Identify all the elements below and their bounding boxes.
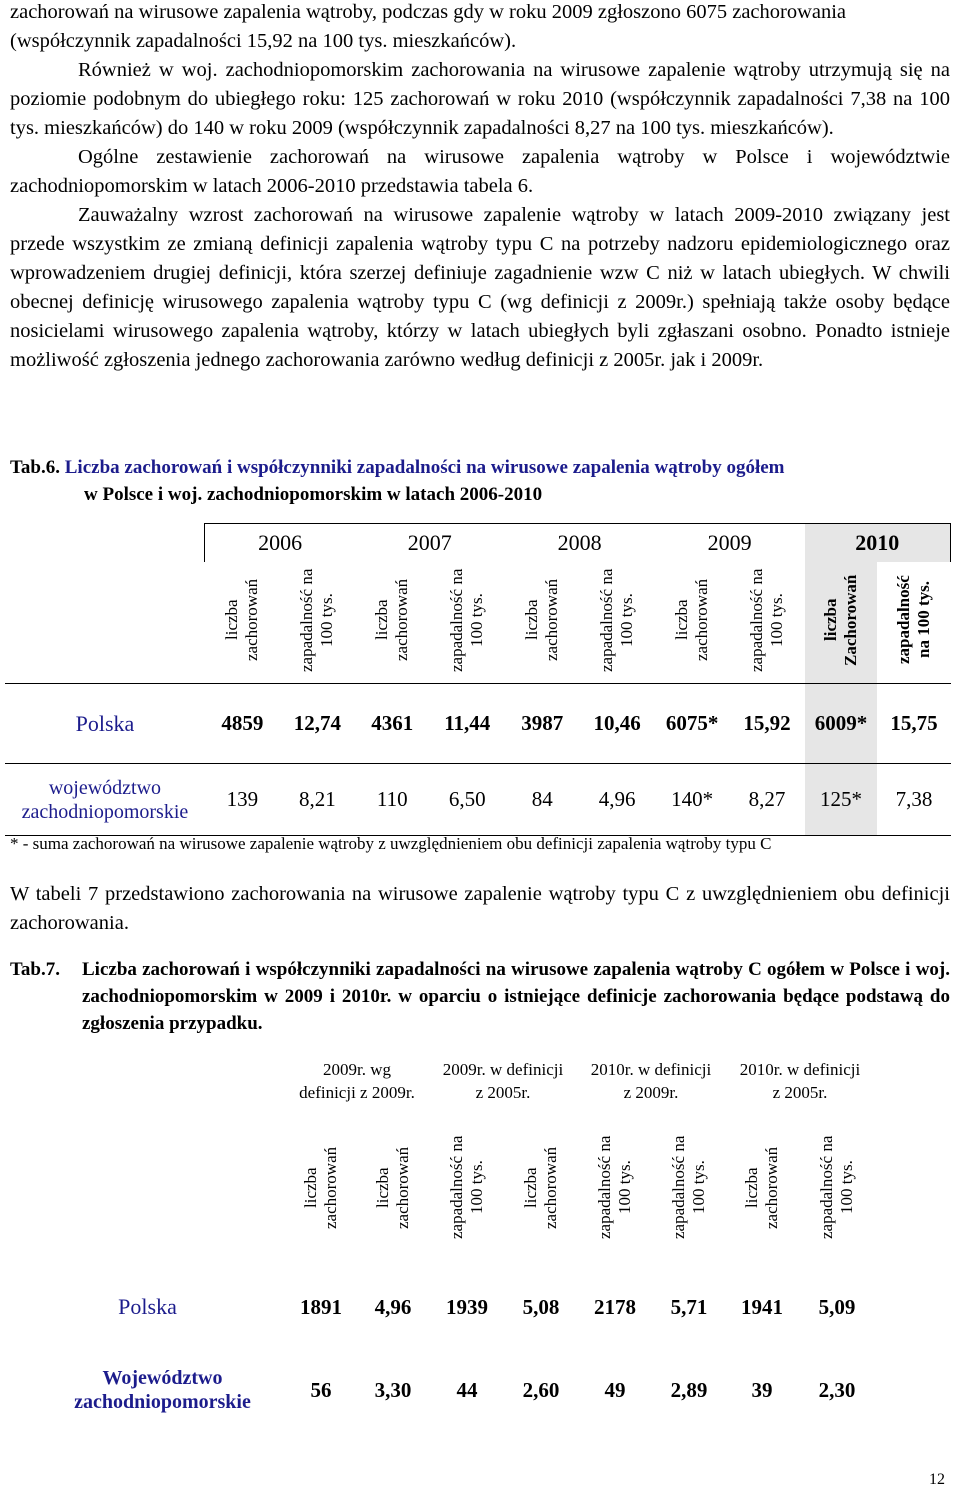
table7-cell: 5,09 <box>818 1294 856 1319</box>
table7-caption-num: Tab.7. <box>10 959 60 980</box>
table6-cell: 15,92 <box>743 711 791 735</box>
table7-subheader: zapadalność na 100 tys. <box>669 1135 708 1239</box>
table7-cell: 5,08 <box>522 1294 560 1319</box>
paragraph-t7: W tabeli 7 przedstawiono zachorowania na wirusowe zapalenie wątroby typu C z uwzględnieniem obu definicji zachorowania. <box>10 883 950 934</box>
table6-cell: 6,50 <box>430 764 505 836</box>
table6-caption-line2: w Polsce i woj. zachodniopomorskim w latach 2006-2010 <box>84 484 543 505</box>
table6-cell: 11,44 <box>444 711 491 735</box>
paragraph-2: Również w woj. zachodniopomorskim zachorowania na wirusowe zapalenie wątroby utrzymują się na poziomie podobnym do ubiegłego roku: 125 zachorowań w roku 2010 (współczynnik zapadalności 7,38 na 100 tys. mieszkańców) do 140 w roku 2009 (współczynnik zapadalności 8,27 na 100 tys. mieszkańców). <box>10 59 950 139</box>
table6-cell: 7,38 <box>877 764 950 836</box>
body-text-t7 <box>10 880 950 938</box>
table7-cell: 1891 <box>300 1294 342 1319</box>
table7-cell: 2,89 <box>670 1377 708 1402</box>
table6-cell: 3987 <box>521 711 564 735</box>
table6-footnote: * - suma zachorowań na wirusowe zapalenie wątroby z uwzględnieniem obu definicji zapalenia wątroby typu C <box>10 834 772 853</box>
table6-subheader: liczba zachorowań <box>222 578 262 661</box>
table6-caption-line1: Liczba zachorowań i współczynniki zapadalności na wirusowe zapalenia wątroby ogółem <box>64 457 785 478</box>
table6-subheader: zapadalność na 100 tys. <box>297 568 337 672</box>
table7-subheader: zapadalność na 100 tys. <box>817 1135 856 1239</box>
table6-cell: 4859 <box>221 711 264 735</box>
table7-caption-text: Liczba zachorowań i współczynniki zapadalności na wirusowe zapalenia wątroby C ogółem w Polsce i woj. zachodniopomorskim w 2009 i 2010r. w oparciu o istniejące definicje zachorowania będące podstawą do zgłoszenia przypadku. <box>82 959 950 1034</box>
table6 <box>5 523 951 836</box>
table-row <box>10 1352 875 1428</box>
table7-subheader: liczba zachorowań <box>521 1145 560 1229</box>
table7-row-label: Województwo zachodniopomorskie <box>74 1367 251 1413</box>
table6-subheader: zapadalność na 100 tys. <box>447 568 487 672</box>
table6-cell: 15,75 <box>890 711 938 735</box>
table6-cell: 8,27 <box>730 764 805 836</box>
table7-row-label: Polska <box>118 1294 177 1319</box>
paragraph-3: Ogólne zestawienie zachorowań na wirusowe zapalenia wątroby w Polsce i województwie zachodniopomorskim w latach 2006-2010 przedstawia tabela 6. <box>10 146 950 197</box>
table6-row-label: województwo zachodniopomorskie <box>5 764 205 836</box>
table6-cell: 110 <box>355 764 430 836</box>
table6-cell: 12,74 <box>293 711 341 735</box>
table6-cell: 139 <box>205 764 280 836</box>
table7 <box>10 1045 875 1428</box>
table7-cell: 2,30 <box>818 1377 856 1402</box>
table6-row-label: Polska <box>75 710 135 736</box>
table-row <box>10 1262 875 1352</box>
table7-group: 2010r. w definicji z 2005r. <box>739 1060 861 1102</box>
table6-cell: 4361 <box>371 711 414 735</box>
table7-cell: 44 <box>456 1377 478 1402</box>
table7-cell: 1939 <box>446 1294 488 1319</box>
table-row <box>5 684 951 764</box>
table7-cell: 3,30 <box>374 1377 412 1402</box>
table6-cell: 125* <box>805 764 878 836</box>
table6-year: 2006 <box>205 524 355 562</box>
table6-year: 2008 <box>505 524 655 562</box>
paragraph-4: Zauważalny wzrost zachorowań na wirusowe zapalenie wątroby w latach 2009-2010 związany jest przede wszystkim ze zmianą definicji zapalenia wątroby typu C na potrzeby nadzoru epidemiologicznego oraz wprowadzeniem drugiej definicji, która szerzej definiuje zagadnienie wzw C niż w latach ubiegłych. W chwili obecnej definicję wirusowego zapalenia wątroby typu C (wg definicji z 2009r.) spełniają także osoby będące nosicielami wirusowego zapalenia wątroby, którzy w latach ubiegłych byli zgłaszani osobno. Ponadto istnieje możliwość zgłoszenia jednego zachorowania zarówno według definicji z 2005r. jak i 2009r. <box>10 204 950 371</box>
table6-subheader: liczba Zachorowań <box>820 574 860 666</box>
table7-subheader: liczba zachorowań <box>373 1145 412 1229</box>
table7-cell: 1941 <box>741 1294 783 1319</box>
table6-cell: 140* <box>655 764 730 836</box>
table7-cell: 5,71 <box>670 1294 708 1319</box>
table6-subheader: zapadalność na 100 tys. <box>893 575 933 665</box>
table7-cell: 49 <box>604 1377 626 1402</box>
table7-group: 2010r. w definicji z 2009r. <box>590 1060 712 1102</box>
table7-caption <box>10 956 950 1037</box>
table6-subheader: zapadalność na 100 tys. <box>747 568 787 672</box>
table6-cell: 84 <box>505 764 580 836</box>
table6-year-highlighted: 2010 <box>805 524 951 562</box>
table7-cell: 39 <box>751 1377 773 1402</box>
table6-cell: 6075* <box>665 711 719 735</box>
table7-cell: 2178 <box>594 1294 636 1319</box>
table6-subheader: liczba zachorowań <box>672 578 712 661</box>
table6-subheader: liczba zachorowań <box>522 578 562 661</box>
table6-cell: 6009* <box>805 684 878 764</box>
table6-cell: 10,46 <box>593 711 641 735</box>
table6-caption <box>10 454 950 508</box>
table7-group: 2009r. w definicji z 2005r. <box>442 1060 564 1102</box>
table6-cell: 4,96 <box>580 764 655 836</box>
table7-subheader: liczba zachorowań <box>742 1145 781 1229</box>
body-text-top <box>10 0 950 375</box>
table6-caption-num: Tab.6. <box>10 457 60 478</box>
table-row <box>5 764 951 836</box>
table6-subheader: zapadalność na 100 tys. <box>597 568 637 672</box>
table7-subheader: liczba zachorowań <box>301 1145 340 1229</box>
table6-year: 2007 <box>355 524 505 562</box>
table7-cell: 4,96 <box>374 1294 412 1319</box>
table6-cell: 8,21 <box>280 764 355 836</box>
table7-subheader: zapadalność na 100 tys. <box>447 1135 486 1239</box>
table7-cell: 2,60 <box>522 1377 560 1402</box>
table6-year: 2009 <box>655 524 805 562</box>
table7-cell: 56 <box>310 1377 332 1402</box>
table7-group: 2009r. wg definicji z 2009r. <box>299 1060 415 1102</box>
paragraph-1: zachorowań na wirusowe zapalenia wątroby, podczas gdy w roku 2009 zgłoszono 6075 zachorowania (współczynnik zapadalności 15,92 na 100 tys. mieszkańców). <box>10 1 847 52</box>
table6-subheader: liczba zachorowań <box>372 578 412 661</box>
page-number: 12 <box>929 1471 945 1488</box>
table7-subheader: zapadalność na 100 tys. <box>595 1135 634 1239</box>
